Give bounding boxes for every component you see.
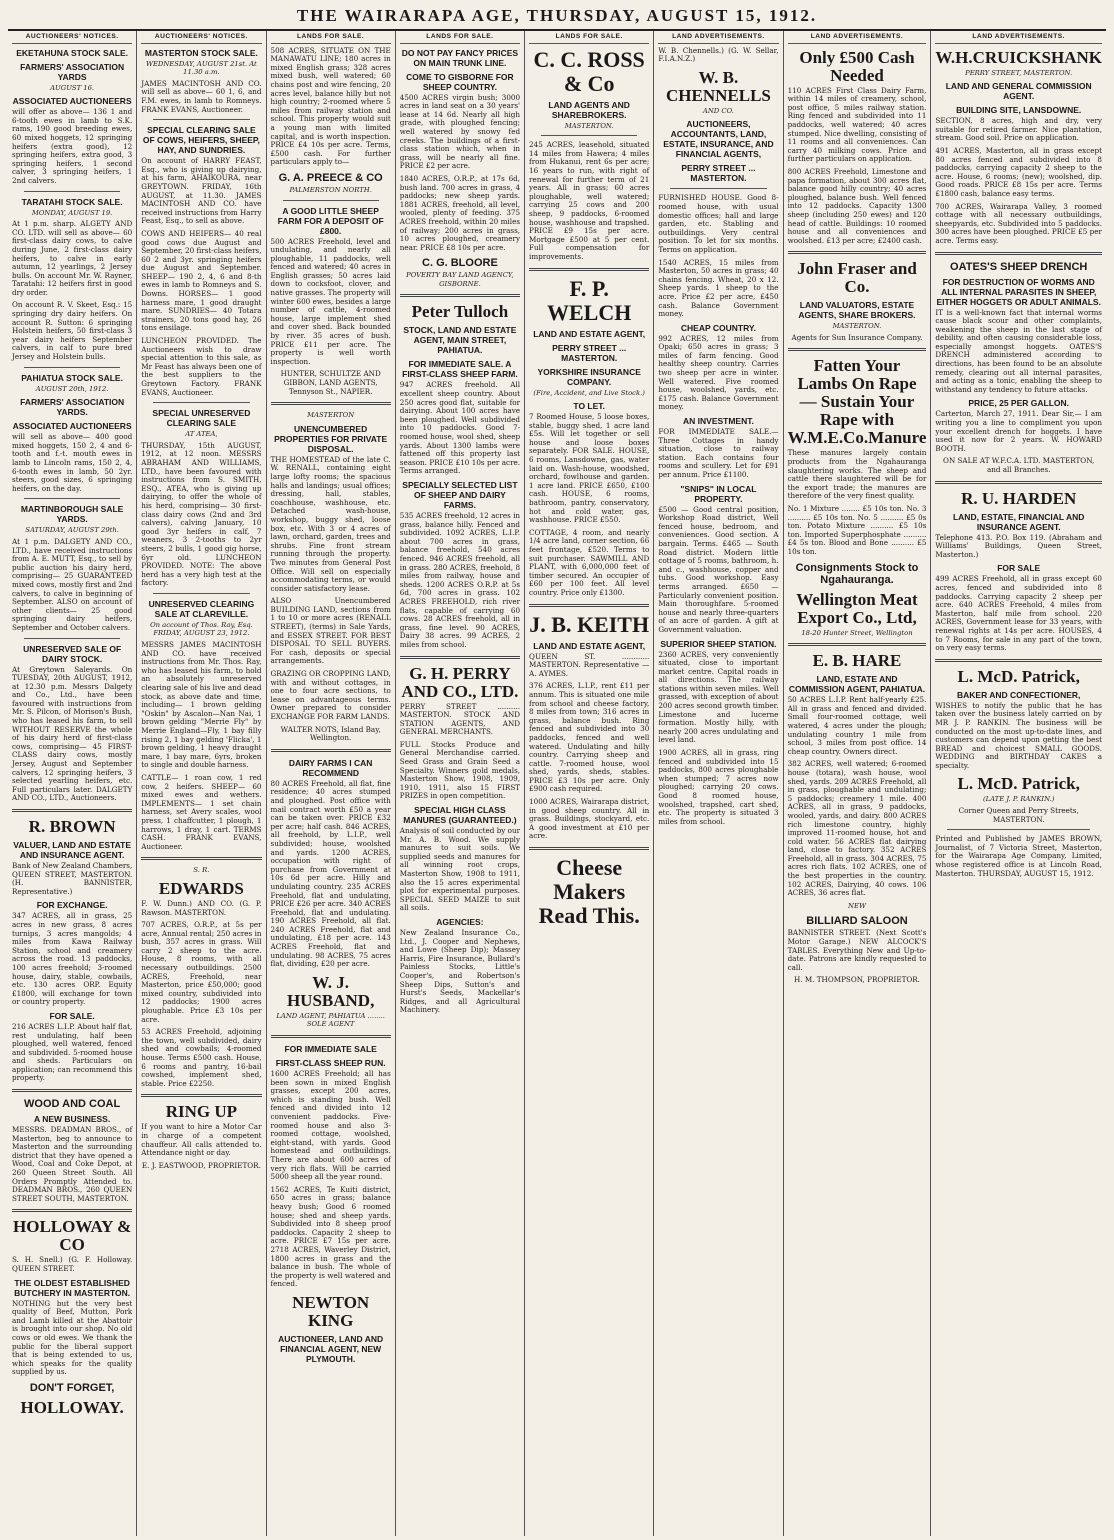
- divider: [541, 135, 637, 136]
- advert-text: FULL Stocks Produce and General Merchandise carried. Seed Grass and Grain Seed a Specialty. Winners gold medals, Masterton Show, 1908, 1909, 1910, 1911, also 15 FIRST PRIZES in open competition.: [399, 739, 521, 801]
- advert-text: 347 ACRES, all in grass, 25 acres in new grass, 8 acres turnips, 3 acres mangolds; 4 miles from Kawa Railway Station, school and creamery across the road. 13 paddocks, 100 acres freehold; 3-roomed house, dairy, stable, cowbails, etc. 130 acres ORP. Equity £1800, will exchange for town or country property.: [12, 911, 133, 1007]
- divider: [271, 1035, 391, 1038]
- advert-heading: LAND, ESTATE AND COMMISSION AGENT, PAHIATUA.: [788, 674, 926, 695]
- divider: [529, 268, 649, 271]
- divider: [935, 659, 1102, 662]
- advert-text: 1000 ACRES, Wairarapa district, in good sheep country. All in grass. Buildings, stockyard, etc. A good investment at £10 per acre.: [529, 797, 650, 841]
- advert-heading: L. McD. Patrick,: [957, 666, 1080, 686]
- advert-heading: SPECIAL HIGH CLASS MANURES (GUARANTEED.): [403, 805, 517, 826]
- advert-heading: AN INVESTMENT.: [683, 416, 754, 427]
- advert-heading: FOR DESTRUCTION OF WORMS AND ALL INTERNAL PARASITES IN SHEEP, EITHER HOGGETS OR ADULT ANIMALS.: [936, 276, 1101, 307]
- advert-text: 535 ACRES freehold, 12 acres in grass, balance hilly. Fenced and subdivided. 1092 ACRES, L.I.P. about 700 acres in grass, balance freehold, 540 acres fenced. 946 ACRES freehold, all in grass. 280 ACRES, freehold, 8 miles from railway, house and sheds. 1200 ACRES O.R.P. at 5s 6d, 700 acres in grass. 102 ACRES FREEHOLD, rich river flats, capable of carrying 60 cows. 28 ACRES freehold, all in grass, fine level. 90 ACRES, Dairy 38 acres. 99 ACRES, 2 miles from school.: [399, 511, 521, 649]
- advert-heading: Wellington Meat Export Co., Ltd,: [796, 589, 918, 627]
- divider: [141, 857, 261, 860]
- advert-heading: W. B. CHENNELLS: [666, 67, 771, 105]
- advert-text: 1600 ACRES Freehold; all has been sown in mixed English grasses, except 200 acres, which is standing bush. Well fenced and divided into 12 convenient paddocks. Five-roomed house and also 3-roomed cottage, woolshed, eight-stand, with yards. Good homestead and outbuildings. There are about 600 acres of very rich flats. Will be carried 5000 sheep all the year round.: [270, 1069, 391, 1182]
- advert-text: 1840 ACRES, O.R.P., at 17s 6d, bush land. 700 acres in grass, 4 paddocks; new sheep yards. 1881 ACRES, freehold, all level, wooled, plenty of feeding. 375 ACRES freehold, within 20 miles of railway; 200 acres in grass, 10 acres ploughed, creamery near. PRICE £8 10s per acre.: [399, 173, 521, 252]
- advert-heading: AUGUST 16.: [50, 83, 95, 92]
- advert-heading: EDWARDS: [158, 878, 244, 898]
- advert-text: On account of HARRY FEAST, Esq., who is giving up dairying, at his farm, AHAIKOURA, near GREYTOWN. FRIDAY, 16th AUGUST, at 11.30. JAMES MACINTOSH AND CO. have received instructions from Harry Feast, Esq., to sell as above.: [141, 156, 262, 226]
- advert-text: will offer as above— 136 1 and 6-tooth ewes in lamb to S.K. rams, 190 good breeding ewes, 60 mixed hoggets, 12 springing heifers (extra good), 12 springing heifers, extra good, 3 springing heifers, 1 second calver, 3 springing heifers, 1 2nd calvers.: [12, 107, 133, 185]
- advert-text: At 1 p.m. sharp. ALGETY AND CO. LTD. will sell as above— 60 first-class dairy cows, to calve during June, 2 first-class dairy heifers, to calve in early autumn, 12 yearlings, 2 Jersey bulls. On account Mr. W. Rayner, Taratahi: 12 heifers first in good dry order.: [12, 219, 133, 297]
- advert-heading: W. J. HUSBAND,: [286, 972, 375, 1010]
- advert-text: 707 ACRES, O.R.P., at 5s per acre, Annual rental; 250 acres in bush, 357 acres in grass. Will carry 2 sheep to the acre. House, 8 rooms, with all necessary outbuildings. 2500 ACRES, Freehold, near Masterton, price £50,000; good mixed country, subdivided into 12 paddocks; 1900 acres ploughable. Price £3 10s per acre.: [141, 920, 262, 1024]
- advert-heading: UNRESERVED CLEARING SALE AT CLAREVILLE.: [148, 598, 255, 619]
- advert-heading: MASTERTON.: [564, 121, 614, 130]
- advert-heading: L. McD. Patrick,: [957, 774, 1080, 794]
- advert-text: WISHES to notify the public that he has taken over the business lately carried on by MR J. P. RANKIN. The business will be conducted on the most up-to-date lines, and customers can depend upon getting the best BREAD and choicest SMALL GOODS. WEDDING and BIRTHDAY CAKES a specialty.: [935, 700, 1102, 770]
- advert-heading: E. B. HARE: [812, 651, 902, 671]
- advert-heading: AUCTIONEER, LAND AND FINANCIAL AGENT, NEW PLYMOUTH.: [278, 1333, 384, 1364]
- advert-heading: Cheese Makers Read This.: [538, 855, 640, 929]
- advert-text: COTTAGE, 4 room, and nearly 1/4 acre land, corner section, 66 feet frontage, £520. Terms to suit purchaser. SAWMILL AND PLANT, with 6,000,000 feet of timber secured. An occupier of £60 per 100 feet. All level country. Price only £1300.: [529, 527, 650, 597]
- advert-text: 1540 ACRES, 15 miles from Masterton, 50 acres in grass; 40 chains fencing. Wheat, 20 x 12. Sheep yards. 1 sheep to the acre. Price £2 per acre, £450 cash. Balance Government money.: [658, 257, 779, 319]
- advert-heading: POVERTY BAY LAND AGENCY, GISBORNE.: [406, 271, 514, 288]
- advert-heading: MASTERTON STOCK SALE.: [144, 47, 258, 58]
- advert-heading: AND CO.: [702, 106, 734, 115]
- advert-heading: CHEAP COUNTRY.: [680, 322, 756, 333]
- divider: [153, 119, 249, 120]
- advert-text: 508 ACRES, SITUATE ON THE MANAWATU LINE; 180 acres in mixed English grass; 328 acres mixed bush, well watered; 60 chains post and wire fencing, 20 acres level, balance hilly but not high country; 2-roomed where 5 miles from railway station and school. This property would suit a young man with limited capital, and is worth inspection. PRICE £4 10s per acre. Terms, £500 cash. For further particulars apply to—: [270, 45, 391, 167]
- column-header: LAND ADVERTISEMENTS.: [658, 33, 778, 44]
- advert-heading: J. B. KEITH: [529, 611, 650, 637]
- advert-heading: LAND AGENTS AND SHAREBROKERS.: [548, 99, 630, 120]
- advert-heading: LAND AGENT, PAHIATUA ........ SOLE AGENT: [276, 1011, 385, 1029]
- advert-text: 800 ACRES Freehold, Limestone and papa formation, about 300 acres flat, balance good hilly country; 40 acres ploughed, balance bush. Well fenced into 12 paddocks. Capacity 1300 sheep (including 250 ewes) and 120 head of cattle. Buildings: 10 roomed house and all conveniences and woolshed. £13 per acre; £2400 cash.: [787, 166, 927, 245]
- advert-text: No. 1 Mixture ........ £5 10s ton. No. 3 .......... £5 10s ton. No. 5 .......... £5 0s ton. Potato Mixture .......... £5 10s ton. Imported Superphosphate .......... £4 5s ton. Blood and Bone .......... £5 10s ton.: [787, 504, 927, 556]
- divider: [947, 829, 1090, 830]
- divider: [271, 749, 391, 752]
- advert-heading: COME TO GISBORNE FOR SHEEP COUNTRY.: [406, 71, 514, 92]
- advert-heading: PERRY STREET ... MASTERTON.: [681, 163, 756, 184]
- advert-text: LUNCHEON PROVIDED. The Auctioneers wish to draw special attention to this sale, as Mr Feast has always been one of the best suppliers to the Greytown Factory. FRANK EVANS, Auctioneer.: [141, 336, 262, 397]
- advert-heading: FOR SALE.: [49, 1010, 95, 1021]
- advert-heading: DON'T FORGET,: [29, 1381, 115, 1394]
- advert-heading: BAKER AND CONFECTIONER,: [956, 689, 1081, 700]
- advert-heading: Corner Queen and Perry Streets, MASTERTON.: [958, 806, 1079, 824]
- advert-text: MESSRS JAMES MACINTOSH AND CO. have received instructions from Mr. Thos. Ray, who has leased his farm, to hold an absolutely unreserved clearing sale of his live and dead stock, as above date and time, including— 1 brown gelding "Oskin" by Ascalon—Nan Nai, 1 brown gelding "Merrie Fly" by Merrie England—Fly, 1 bay filly rising 2, 1 bay gelding 'Flicka', 1 brown gelding, 1 heavy draught mare, 1 bay mare, 6yrs, broken to single and double harness.: [141, 640, 262, 770]
- column-header: LANDS FOR SALE.: [529, 33, 649, 44]
- advert-heading: PERRY STREET, MASTERTON.: [965, 68, 1073, 77]
- advert-text: 382 ACRES, well watered; 6-roomed house (totara), wash house, wool shed, yards. 209 ACRES Freehold, all in grass, ploughable and undulating; 5 paddocks; creamery 1 mile. 400 ACRES, all in grass, 9 paddocks, wooled, yards, and dairy. 800 ACRES rich limestone country, highly improved 11-roomed house, hot and cold water. 56 ACRES flat dairying land, close to factory. 352 ACRES Freehold, all in grass. 304 ACRES, 75 acres rich flats. 102 ACRES, one of the best properties in the country. 102 ACRES, Dairying, 40 cows. 106 ACRES, 36 acres flat.: [787, 759, 927, 898]
- column-header: LANDS FOR SALE.: [271, 33, 391, 44]
- advert-heading: ASSOCIATED AUCTIONEERS: [12, 96, 132, 107]
- advert-text: 80 ACRES Freehold, all flat, fine residence; 40 acres stumped and ploughed. Post office with mail contract worth £50 a year can be taken over. PRICE £32 per acre; half cash. 846 ACRES, all freehold, by L.I.P., well subdivided; house, woolshed and yards. 1200 ACRES, occupation with right of purchase from Government at 10s 6d per acre. Hilly and undulating country. 235 ACRES Freehold, flat and undulating, PRICE £26 per acre. 340 ACRES Freehold, flat and undulating. 190 ACRES Freehold, all flat. 240 ACRES Freehold, flat and undulating, £18 per acre. 143 ACRES Freehold, flat and undulating. 98 ACRES, 75 acres flat, dividing, £20 per acre.: [270, 778, 391, 969]
- advert-heading: G. A. PREECE & CO: [278, 171, 383, 184]
- advert-heading: F. P. WELCH: [547, 275, 632, 325]
- advert-heading: BUILDING SITE, LANSDOWNE.: [956, 105, 1082, 116]
- advert-text: F. W. Dunn.) AND CO. (G. P. Rawson. MASTERTON.: [141, 898, 262, 917]
- column-6: [654, 31, 783, 1536]
- advert-text: Telephone 413. P.O. Box 119. (Abraham and Williams' Buildings, Queen Street, Masterton.): [935, 532, 1102, 559]
- advert-heading: OATES'S SHEEP DRENCH: [950, 260, 1088, 273]
- divider: [24, 498, 120, 499]
- advert-text: SECTION, 8 acres, high and dry, very suitable for retired farmer. Nice plantation, stream. Good soil. Price on application.: [935, 116, 1102, 143]
- advert-text: 7 Roomed House, 5 loose boxes, stable, buggy shed, 1 acre land £5s. Will let together or sell house and loose boxes separately. FOR SALE. HOUSE, 6 rooms, Lansdowne, gas, water laid on. Wash-house, woodshed, orchard, fowlhouse and garden. 1 acre land. PRICE £650, £100 cash. HOUSE, 6 rooms, bathroom, pantry, conservatory, hot and cold water, gas, washhouse. PRICE £550.: [529, 412, 650, 525]
- columns-grid: [8, 31, 1106, 1536]
- advert-text: 992 ACRES, 12 miles from Opaki; 650 acres in grass; 3 miles of farm fencing. Good healthy sheep country. Carries two sheep per acre in winter. Well watered. Five roomed house, woolshed, yards, etc. £175 cash. Balance Government money.: [658, 333, 779, 412]
- advert-heading: Peter Tulloch: [411, 302, 509, 322]
- advert-text: GRAZING OR CROPPING LAND, with and without cottages, in one to four acre sections, to lease on advantageous terms. Owner prepared to consider EXCHANGE FOR FARM LANDS.: [270, 669, 391, 721]
- advert-text: JAMES MACINTOSH AND CO. will sell as above— 60 1, 6, and F.M. ewes, in lamb to Romneys. FRANK EVANS, Auctioneer.: [141, 78, 262, 114]
- advert-heading: DO NOT PAY FANCY PRICES ON MAIN TRUNK LINE.: [401, 47, 519, 68]
- divider: [271, 402, 391, 405]
- advert-heading: NEWTON KING: [292, 1292, 370, 1330]
- advert-heading: HOLLOWAY.: [20, 1397, 124, 1417]
- advert-heading: AGENCIES:: [436, 916, 484, 927]
- divider: [12, 1209, 132, 1212]
- divider: [24, 638, 120, 639]
- divider: [153, 402, 249, 403]
- advert-heading: UNRESERVED SALE OF DAIRY STOCK.: [23, 643, 122, 664]
- advert-heading: AT ATEA,: [185, 430, 218, 439]
- advert-text: FURNISHED HOUSE. Good 8-roomed house, with usual domestic offices; hall and large garden, etc. Stabling and outbuildings. Very central position. To let for six months. Terms on application.: [658, 193, 779, 254]
- advert-heading: Consignments Stock to Ngahauranga.: [795, 561, 919, 586]
- advert-text: If you want to hire a Motor Car in charge of a competent chauffeur. All calls attended to. Attendance night or day.: [141, 1122, 262, 1158]
- advert-heading: VALUER, LAND AND ESTATE AND INSURANCE AGENT.: [13, 840, 131, 860]
- advert-heading: PRICE, 25 PER GALLON.: [968, 398, 1069, 409]
- advert-heading: G. H. PERRY AND CO., LTD.: [401, 663, 519, 701]
- advert-heading: LAND AND ESTATE AGENT,: [533, 328, 646, 339]
- advert-text: PERRY STREET .......... MASTERTON. STOCK AND STATION AGENTS, AND GENERAL MERCHANTS.: [399, 701, 521, 737]
- advert-heading: ON SALE AT W.F.C.A. LTD. MASTERTON, and all Branches.: [943, 456, 1095, 474]
- advert-heading: NEW: [848, 901, 866, 910]
- advert-text: COWS AND HEIFERS— 40 real good cows due August and September, 20 first-class heifers, 60 2 and 3yr. springing heifers due August and September. SHEEP— 190 2, 4, 6 and 8-th ewes in lamb to Romneys and S. Downs. HORSES— 1 good harness mare, 1 good draught mare. SUNDRIES— 40 Totara strainers, 20 tons good hay, 26 tons ensilage.: [141, 228, 262, 333]
- advert-heading: Agents for Sun Insurance Company.: [791, 332, 923, 342]
- advert-heading: TARATAHI STOCK SALE.: [21, 196, 123, 207]
- advert-heading: FOR SALE: [997, 563, 1041, 574]
- divider: [283, 200, 379, 201]
- advert-text: These manures largely contain products from the Ngahauranga slaughtering works. The sheep and cattle there slaughtered will be for the export trade; the manures are therefore of the very finest quality.: [787, 448, 927, 501]
- advert-heading: A GOOD LITTLE SHEEP FARM FOR A DEPOSIT OF £800.: [277, 205, 384, 236]
- advert-heading: AUCTIONEERS, ACCOUNTANTS, LAND, ESTATE, INSURANCE, AND FINANCIAL AGENTS,: [663, 119, 774, 160]
- divider: [153, 593, 249, 594]
- divider: [670, 188, 766, 189]
- advert-heading: HUNTER, SCHULTZE AND GIBBON, LAND AGENTS, Tennyson St., NAPIER.: [280, 369, 381, 396]
- advert-text: 4500 ACRES virgin bush; 3000 acres in land seat on a 30 years' lease at 14 6d. Nearly all high grade, with ploughed fencing; well watered by snowy fed creeks. The buildings of a first-class station which, when in grass, will be nearly all fine. PRICE £2 per acre.: [399, 92, 521, 171]
- advert-heading: PAHIATUA STOCK SALE.: [21, 372, 123, 383]
- divider: [12, 809, 132, 812]
- advert-text: 376 ACRES, L.I.P., rent £11 per annum. This is situated one mile from school and cheese factory, 8 miles from town; 316 acres in grass, balance bush. Ring fenced and subdivided into 30 paddocks, fenced and well watered. Undulating and hilly country. Carrying sheep and cattle. 7-roomed house, wool shed, yards, sheds, stables. PRICE £3 10s per acre. Only £900 cash required.: [529, 681, 650, 794]
- advert-text: New Zealand Insurance Co., Ltd., J. Cooper and Nephews, and Lowe (Sheep Dip); Massey Harris, Fire Insurance, Bullard's Painless Stocks, Little's Cooper's, and Robertson's Sheep Dips, Sutton's and Hurst's Seeds, Mackellar's Ridges, and all Agricultural Machinery.: [399, 927, 521, 1015]
- advert-text: 110 ACRES First Class Dairy Farm, within 14 miles of creamery, school, post office, 5 miles railway station. Ring fenced and subdivided into 11 paddocks, well watered; 40 acres stumped. Nice dwelling, consisting of 11 rooms and all conveniences. Can carry 40 milking cows. Price and further particulars on application.: [787, 85, 927, 164]
- divider: [788, 348, 927, 351]
- divider: [529, 604, 649, 607]
- advert-heading: H. M. THOMPSON, PROPRIETOR.: [793, 975, 920, 985]
- column-1: [8, 31, 137, 1536]
- advert-text: MESSRS. DEADMAN BROS., of Masterton, beg to announce to Masterton and the surrounding district that they have opened a Wood, Coal and Coke Depot, at 260 Queen Street South. All Orders Promptly Attended to. DEADMAN BROS., 260 QUEEN STREET SOUTH, MASTERTON.: [12, 1125, 133, 1203]
- advert-heading: FARMERS' ASSOCIATION YARDS: [20, 61, 125, 82]
- advert-heading: STOCK, LAND AND ESTATE AGENT, MAIN STREET, PAHIATUA.: [403, 325, 517, 356]
- advert-heading: BILLIARD SALOON: [806, 915, 908, 928]
- advert-text: Printed and Published by JAMES BROWN, Journalist, of 7 Victoria Street, Masterton, for the Wairarapa Age Company, Limited, whose registered office is at Lincoln Road, Masterton. THURSDAY, AUGUST 15, 1912.: [935, 834, 1102, 878]
- advert-text: 1900 ACRES, all in grass, ring fenced and subdivided into 15 paddocks, 800 acres ploughable when stumped; 7 acres now ploughed; carrying 20 cows. Good 8 roomed house, woolshed, trapshed, cart shed, etc. The property is situated 3 miles from school.: [658, 748, 779, 826]
- advert-heading: FOR IMMEDIATE SALE: [284, 1044, 377, 1055]
- divider: [400, 294, 520, 297]
- column-header: LANDS FOR SALE.: [400, 33, 520, 44]
- column-8: [931, 31, 1106, 1536]
- advert-text: 53 ACRES Freehold, adjoining the town, well subdivided, dairy shed and cowbails; 4-roomed house. Terms £500 cash. House, 6 rooms and pantry, 16-bail cowshed, implement shed, stable. Price £2250.: [141, 1027, 262, 1088]
- advert-text: IT is a well-known fact that internal worms cause black scour and other complaints, weakening the sheep in the last stage of debility, and often causing considerable loss, especially amongst hoggets. OATES'S DRENCH administered according to directions, has been found to be an absolute remedy, clearing out all internal parasites, and acting as a tonic, enabling the sheep to withstand any tendency to future attacks.: [935, 307, 1102, 394]
- advert-heading: TO LET.: [573, 401, 605, 412]
- column-2: [137, 31, 266, 1536]
- advert-heading: Only £500 Cash Needed: [799, 47, 915, 85]
- column-5: [525, 31, 654, 1536]
- advert-text: 216 ACRES L.I.P. About half flat, rest undulating, half been ploughed, well watered, fenced and subdivided. 5-roomed house and sheds. Particulars on application; can recommend this property.: [12, 1021, 133, 1083]
- advert-text: 50 ACRES L.I.P. Rent half-yearly £25. All in grass and fenced and divided. Small four-roomed cottage, well watered, 4 acres under the plough; undulating country 1 mile from school, 3 miles from post office. 14 cheap country. Owners direct.: [787, 695, 927, 756]
- advert-text: 500 ACRES Freehold, level and undulating, and nearly all ploughable, 11 paddocks, well fenced and watered; 40 acres in English grasses; 50 acres laid down to cocksfoot, clover, and native grasses. The property will winter 600 ewes, besides a large number of cattle, 4-roomed house, large implement shed and cover shed. Back bounded by river. 35 acres of bush. PRICE £11 per acre. The property is well worth inspection.: [270, 236, 391, 366]
- advert-heading: C. G. BLOORE: [422, 257, 498, 270]
- column-header: LAND ADVERTISEMENTS.: [788, 33, 927, 44]
- advert-text: Bank of New Zealand Chambers, QUEEN STREET, MASTERTON. (H. BANNISTER, Representative.): [12, 861, 133, 896]
- advert-heading: "SNIPS" IN LOCAL PROPERTY.: [680, 483, 757, 504]
- divider: [935, 481, 1102, 484]
- advert-heading: HOLLOWAY & CO: [13, 1217, 132, 1255]
- column-3: [267, 31, 396, 1536]
- advert-heading: MARTINBOROUGH SALE YARDS.: [20, 504, 124, 525]
- advert-heading: SPECIALLY SELECTED LIST OF SHEEP AND DAIRY FARMS.: [402, 480, 518, 510]
- advert-heading: John Fraser and Co.: [797, 259, 917, 297]
- divider: [24, 191, 120, 192]
- advert-text: W. B. Chennells.) (G. W. Sellar, F.I.A.N.Z.): [658, 45, 779, 64]
- divider: [24, 367, 120, 368]
- advert-heading: DAIRY FARMS I CAN RECOMMEND: [288, 757, 373, 778]
- advert-text: will sell as above— 400 good mixed hoggets, 150 2, 4 and 6-tooth and f.-t. mouth ewes in lamb to Lincoln rams, 150 2, 4, 6-tooth ewes in lamb, 50 2yr. steers, good sizes, 6 springing heifers, on the day.: [12, 432, 133, 493]
- advert-heading: SATURDAY, AUGUST 29th.: [25, 526, 119, 535]
- advert-text: 700 ACRES, Wairarapa Valley, 3 roomed cottage with all necessary outbuildings, sheepyards, etc. Subdivided into 5 paddocks. 300 acres have been ploughed. PRICE £5 per acre. Terms easy.: [935, 201, 1102, 245]
- column-header: AUCTIONEERS' NOTICES.: [12, 33, 132, 44]
- advert-text: £500 — Good central position, Workshop Road district, Well fenced house, bedroom, and conveniences. Good section. A bargain. Terms. £465 — South Road district. Modern little cottage of 5 rooms, bathroom, h. and c., washhouse, copper and tubs. Good workshop. Easy terms arranged. £650 — Particularly convenient position. Main thoroughfare. 5-roomed house and nearly three-quarters of an acre of garden. A gift at Government valuation.: [658, 504, 779, 634]
- advert-text: 499 ACRES Freehold, all in grass except 60 acres, fenced and subdivided into 8 paddocks. Carrying capacity 2 sheep per acre. 640 ACRES Freehold, 4 miles from Masterton, half mile from school. 220 ACRES, Government lease for 33 years, with renewal rights at 14s per acre. HOUSES, 4 to 7 Rooms, for sale in any part of the town, on very easy terms.: [935, 574, 1102, 653]
- advert-heading: ASSOCIATED AUCTIONEERS: [12, 421, 132, 432]
- advert-text: On account R. V. Skeet, Esq.: 15 springing dry dairy heifers. On account R. Sutton: 6 springing Holstein heifers, 50 first-class 3 year dairy heifers September calvers, in calf to pure bred Jersey and Holstein bulls.: [12, 300, 133, 362]
- advert-heading: 18-20 Hunter Street, Wellington: [801, 628, 913, 637]
- advert-heading: SPECIAL UNRESERVED CLEARING SALE: [152, 408, 251, 429]
- divider: [529, 847, 649, 850]
- column-7: [784, 31, 932, 1536]
- advert-text: 947 ACRES freehold. All excellent sheep country. About 250 acres good flat, suitable for dairying. About 100 acres have been ploughed. Well subdivided into 10 paddocks. Good 7-roomed house, wool shed, sheep yards. About 1300 lambs were fattened off this property last season. PRICE £10 10s per acre. Terms arranged.: [399, 380, 521, 476]
- advert-text: S. H. Snell.) (G. F. Holloway. QUEEN STREET.: [12, 1255, 133, 1273]
- advert-heading: W.H.CRUICKSHANK: [935, 47, 1102, 67]
- advert-heading: THE OLDEST ESTABLISHED BUTCHERY IN MASTERTON.: [14, 1277, 131, 1298]
- advert-heading: LAND AND ESTATE AGENT,: [533, 640, 646, 651]
- divider: [12, 1089, 132, 1092]
- advert-text: Carterton, March 27, 1911. Dear Sir,— I am writing you a line to compliment you upon your excellent drench for hoggets. I have used it now for 2 years. W. HOWARD BOOTH.: [935, 409, 1102, 453]
- advert-heading: WALTER NOTS, Island Bay, Wellington.: [280, 724, 381, 743]
- advert-heading: (LATE J. P. RANKIN.): [982, 795, 1055, 804]
- divider: [400, 656, 520, 659]
- advert-heading: FARMERS' ASSOCIATION YARDS.: [20, 397, 125, 418]
- advert-text: THURSDAY, 15th AUGUST, 1912, at 12 noon. MESSRS ABRAHAM AND WILLIAMS, LTD., have been favoured with instructions from S. SMITH, ESQ., ATEA, who is giving up dairying, to offer the whole of his herd, comprising— 30 first-class dairy cows (2nd and 3rd calvers), calving January, 10 good 3yr heifers in calf, 7 weaners, 3 2-tooths to 2yr steers, 2 bulls, 1 good gig horse, 6yr old. LUNCHEON PROVIDED. NOTE: The above herd has a very high test at the factory.: [141, 440, 262, 588]
- divider: [788, 251, 927, 254]
- advert-heading: SPECIAL CLEARING SALE OF COWS, HEIFERS, SHEEP, HAY, AND SUNDRIES.: [142, 125, 260, 156]
- advert-text: THE HOMESTEAD of the late C. W. RENALL, containing eight large lofty rooms; the spacious halls and landings; usual offices; dressing, hall, stables, coachhouse, washhouse, etc. Detached wash-house, workshop, buggy shed, loose box, etc. With 3 or 4 acres of lawn, orchard, garden, trees and shrubs. Fine front stream running through the property. Two minutes from General Post Office. Will sell on especially accommodating terms, or would consider satisfactory lease.: [270, 454, 391, 593]
- advert-text: NOTHING but the very best quality of Beef, Mutton, Pork and Lamb killed at the Abattoir is brought into our shop. No old cows or old ewes. We thank the public for the liberal support that is being extended to us, which speaks for the quality supplied by us.: [12, 1298, 133, 1377]
- advert-heading: R. BROWN: [28, 817, 116, 836]
- advert-heading: LAND AND GENERAL COMMISSION AGENT.: [945, 81, 1092, 102]
- advert-heading: MONDAY, AUGUST 19.: [31, 208, 113, 217]
- advert-heading: FIRST-CLASS SHEEP RUN.: [275, 1058, 386, 1069]
- advert-text: 245 ACRES, leasehold, situated 14 miles from Hawera; 4 miles from Hukanui, rent 6s per acre; 16 years to run, with right of renewal for further term of 21 years. All in grass; 60 acres ploughable, well watered; carrying 25 cows and 200 sheep, 9 paddocks, 6-roomed house, washhouse and trapshed. PRICE £9 15s per acre. Mortgage £500 at 5 per cent. Full compensation for improvements.: [529, 140, 650, 261]
- advert-heading: WOOD AND COAL: [24, 1098, 121, 1111]
- advert-heading: MASTERTON: [307, 411, 355, 420]
- advert-heading: YORKSHIRE INSURANCE COMPANY.: [537, 366, 641, 387]
- advert-heading: AUGUST 20th, 1912.: [35, 384, 109, 393]
- advert-text: At 1 p.m. DALGETY AND CO., LTD., have received instructions from A. E. MUTT, Esq., to sell by public auction his dairy herd, comprising— 25 GUARANTEED mixed cows, mostly first and 2nd calvers, to calve in beginning of September. ALSO on account of other clients— 25 good springing dairy heifers, September and October calvers.: [12, 536, 133, 632]
- advert-heading: WEDNESDAY, AUGUST 21st. At 11.30 a.m.: [145, 59, 257, 77]
- column-header: LAND ADVERTISEMENTS.: [935, 33, 1102, 44]
- advert-heading: UNENCUMBERED PROPERTIES FOR PRIVATE DISPOSAL.: [274, 423, 388, 454]
- advert-heading: SUPERIOR SHEEP STATION.: [660, 638, 777, 649]
- advert-text: FOR IMMEDIATE SALE.— Three Cottages in handy situation, close to railway station. Each contains four rooms and scullery. Let for £91 per annum. Price £1100.: [658, 427, 779, 479]
- advert-heading: RING UP: [165, 1102, 238, 1122]
- advert-text: BANNISTER STREET. (Next Scott's Motor Garage.) NEW ALCOCK'S TABLES. Everything New and Up-to-date. Patrons are kindly requested to call.: [787, 928, 927, 972]
- advert-heading: FOR EXCHANGE.: [36, 900, 108, 911]
- advert-heading: (Fire, Accident, and Live Stock.): [533, 388, 645, 397]
- column-header: AUCTIONEERS' NOTICES.: [141, 33, 261, 44]
- advert-heading: On account of Thos. Ray, Esq. FRIDAY, AUGUST 23, 1912.: [150, 620, 253, 638]
- advert-text: 2360 ACRES, very conveniently situated, close to important market centre. Capital roads in all directions. The railway stations within seven miles. Well grassed, with exception of about 200 acres second growth timber. Limestone and lucerne formation. Mostly hilly, with nearly 200 acres undulating and level land.: [658, 649, 779, 745]
- advert-heading: R. U. HARDEN: [961, 488, 1077, 508]
- divider: [935, 252, 1102, 255]
- advert-heading: A NEW BUSINESS.: [34, 1114, 111, 1125]
- advert-heading: LAND VALUATORS, ESTATE AGENTS, SHARE BROKERS.: [798, 300, 916, 321]
- advert-text: QUEEN ST. ............ MASTERTON. Representative — A. AYMES.: [529, 651, 650, 678]
- advert-text: At Greytown Saleyards. On TUESDAY, 20th AUGUST, 1912, at 12.30 p.m. Messrs Dalgety and Co., Ltd., have been favoured with instructions from Mr. S. Pilcon, of Morison's Bush, who has leased his farm, to sell WITHOUT RESERVE the whole of his dairy herd of first-class cows, comprising— 45 FIRST-CLASS dairy cows, mostly Jersey, August and September calvers, 12 springing heifers, 3 selected yearling heifers, etc. Full particulars later. DALGETY AND CO., LTD., Auctioneers.: [12, 664, 133, 803]
- advert-heading: EKETAHUNA STOCK SALE.: [16, 47, 129, 58]
- advert-heading: Fatten Your Lambs On Rape — Sustain Your Rape with W.M.E.Co.Manure: [787, 356, 927, 448]
- advert-text: 1562 ACRES, Te Kuiti district, 650 acres in grass; balance heavy bush; Good 6 roomed house; shed and sheep yards. Subdivided into 8 sheep proof paddocks. Capacity 2 sheep to acre. PRICE £7 15s per acre. 2718 ACRES, Waverley District, 1800 acres in grass and the balance in bush. The whole of the property is well watered and fenced.: [270, 1184, 391, 1289]
- advert-heading: LAND, ESTATE, FINANCIAL AND INSURANCE AGENT.: [952, 511, 1085, 532]
- advert-heading: PERRY STREET ... MASTERTON.: [552, 342, 627, 363]
- advert-text: Analysis of soil conducted by our Mr. A. B. Wood. We supply manures to suit soils. We supplied seeds and manures for all winning root crops, Masterton Show, 1908 to 1911, also the 15 acres experimental plot for experimental purposes. SPECIAL SEED MAIZE to suit all soils.: [399, 826, 521, 913]
- advert-heading: MASTERTON.: [832, 322, 882, 331]
- advert-heading: E. J. EASTWOOD, PROPRIETOR.: [141, 1160, 261, 1170]
- divider: [141, 1094, 261, 1097]
- advert-heading: S. R.: [193, 866, 210, 875]
- masthead: THE WAIRARAPA AGE, THURSDAY, AUGUST 15, 1912.: [8, 4, 1106, 31]
- advert-text: CATTLE— 1 roan cow, 1 red cow, 2 heifers. SHEEP— 60 mixed ewes and wethers. IMPLEMENTS— 1 set chain harness, set Avery scales, wool press, 1 chaffcutter, 1 plough, 1 harrows, 1 dray, 1 cart. TERMS CASH. FRANK EVANS, Auctioneer.: [141, 772, 262, 851]
- advert-heading: C. C. ROSS & Co: [533, 46, 645, 96]
- advert-text: 491 ACRES, Masterton, all in grass except 80 acres fenced and subdivided into 8 paddocks, carrying capacity 2 sheep to the acre. House, 6 rooms; (new); woolshed, dip. Good roads. PRICE £8 15s per acre. Terms £1800 cash, balance easy terms.: [935, 145, 1102, 198]
- advert-heading: FOR IMMEDIATE SALE. A FIRST-CLASS SHEEP FARM.: [402, 359, 518, 380]
- column-4: [396, 31, 525, 1536]
- advert-text: ALSO Unencumbered BUILDING LAND, sections from 1 to 10 or more acres (RENALL STREET), (terms) in Sale Yards, and ESSEX STREET. FOR BEST DISPOSAL TO SELL BUYERS. For cash, deposits or special arrangements.: [270, 596, 391, 666]
- advert-heading: PALMERSTON NORTH.: [289, 185, 372, 194]
- divider: [788, 643, 927, 646]
